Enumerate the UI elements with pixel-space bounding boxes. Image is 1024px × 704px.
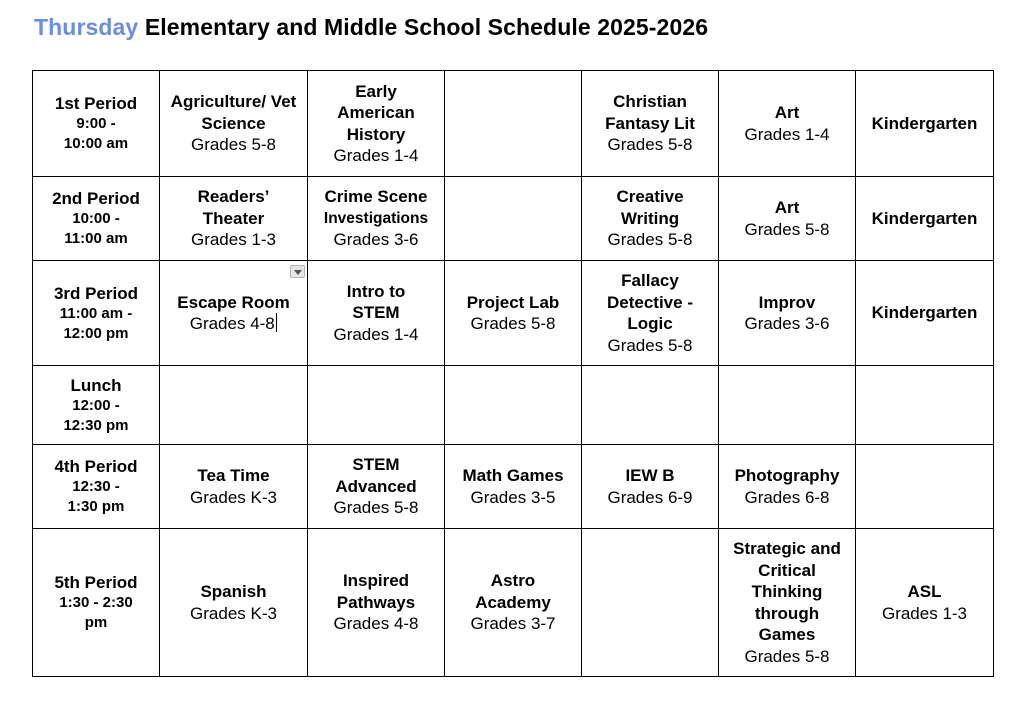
class-grades: Grades K-3 (190, 603, 277, 623)
class-title: IEW B (625, 466, 675, 485)
empty-cell[interactable] (719, 366, 856, 445)
period-name: 5th Period (54, 573, 138, 592)
class-cell[interactable] (445, 529, 582, 677)
class-cell[interactable] (582, 71, 719, 177)
class-title: Creative Writing (616, 187, 684, 228)
class-title: Kindergarten (871, 208, 978, 228)
class-title: Project Lab (466, 292, 560, 312)
period-time: 11:00 am - 12:00 pm (59, 304, 133, 342)
class-cell[interactable] (719, 71, 856, 177)
empty-cell[interactable] (856, 366, 994, 445)
class-title: Tea Time (197, 466, 270, 485)
period-name: 2nd Period (52, 189, 140, 208)
class-cell[interactable] (582, 177, 719, 261)
class-title: Kindergarten (871, 303, 978, 323)
class-grades: Grades 1-4 (333, 146, 419, 165)
class-grades: Grades 3-7 (470, 614, 556, 634)
class-grades: Grades 6-8 (744, 487, 830, 507)
period-name: 1st Period (54, 94, 138, 113)
period-cell[interactable] (33, 71, 160, 177)
class-title: Intro to STEM (346, 281, 406, 323)
title-text: Elementary and Middle School Schedule 2025-2026 (144, 14, 709, 40)
class-grades: Grades 4-8 (333, 614, 419, 634)
table-row (33, 177, 994, 261)
class-cell[interactable] (308, 261, 445, 366)
class-title: Escape Room (177, 292, 290, 312)
class-cell[interactable] (308, 445, 445, 529)
class-title: STEM Advanced (335, 455, 417, 496)
class-cell[interactable] (719, 177, 856, 261)
class-grades: Grades K-3 (190, 487, 277, 507)
period-cell[interactable] (33, 445, 160, 529)
class-grades: Grades 5-8 (607, 335, 693, 355)
empty-cell[interactable] (856, 445, 994, 529)
class-cell[interactable] (856, 71, 994, 177)
empty-cell[interactable] (445, 366, 582, 445)
class-title: Art (774, 103, 800, 122)
page-title (34, 14, 708, 41)
period-time: 9:00 - 10:00 am (63, 115, 129, 152)
class-cell[interactable] (160, 177, 308, 261)
class-grades: Grades 1-4 (744, 124, 830, 144)
class-title: Art (774, 198, 800, 217)
period-name: 4th Period (54, 457, 138, 476)
empty-cell[interactable] (582, 529, 719, 677)
table-row (33, 261, 994, 366)
class-title: Crime Scene (324, 187, 428, 207)
class-cell[interactable] (160, 71, 308, 177)
table-row (33, 529, 994, 677)
class-cell[interactable] (160, 261, 308, 366)
class-grades: Grades 3-5 (470, 487, 556, 507)
period-cell[interactable] (33, 529, 160, 677)
class-cell[interactable] (160, 445, 308, 529)
class-title: Kindergarten (871, 113, 978, 133)
class-title: Spanish (200, 582, 267, 601)
class-grades: Grades 1-4 (333, 324, 419, 344)
class-title: Inspired Pathways (336, 571, 416, 612)
class-title: Astro Academy (475, 571, 551, 612)
class-grades-line (164, 313, 303, 335)
period-time: 12:00 - 12:30 pm (63, 396, 129, 434)
class-title: Photography (734, 466, 840, 485)
class-cell[interactable] (719, 261, 856, 366)
class-cell[interactable] (308, 529, 445, 677)
class-cell[interactable] (160, 529, 308, 677)
table-row (33, 71, 994, 177)
class-cell[interactable] (445, 445, 582, 529)
class-grades: Grades 5-8 (470, 314, 556, 333)
class-grades: Grades 5-8 (744, 646, 830, 666)
class-cell[interactable] (719, 445, 856, 529)
period-cell[interactable] (33, 261, 160, 366)
period-cell[interactable] (33, 366, 160, 445)
class-grades: Grades 5-8 (607, 230, 693, 250)
period-cell[interactable] (33, 177, 160, 261)
period-time: 12:30 - 1:30 pm (67, 478, 125, 515)
class-title: ASL (907, 582, 942, 601)
class-cell[interactable] (719, 529, 856, 677)
class-title: Improv (758, 292, 816, 312)
class-title: Math Games (462, 466, 564, 485)
class-cell[interactable] (856, 261, 994, 366)
empty-cell[interactable] (160, 366, 308, 445)
schedule-table (32, 70, 994, 677)
chevron-down-icon[interactable] (290, 265, 305, 278)
period-time: 1:30 - 2:30 pm (59, 594, 133, 631)
title-day: Thursday (34, 14, 139, 40)
class-subtitle: Investigations (323, 209, 429, 227)
class-cell[interactable] (856, 177, 994, 261)
empty-cell[interactable] (308, 366, 445, 445)
class-title: Agriculture/ Vet Science (170, 92, 297, 133)
class-cell[interactable] (582, 261, 719, 366)
period-name: 3rd Period (53, 283, 139, 303)
period-name: Lunch (70, 375, 122, 395)
period-time: 10:00 - 11:00 am (64, 210, 128, 247)
class-grades: Grades 4-8 (189, 314, 275, 333)
empty-cell[interactable] (445, 177, 582, 261)
empty-cell[interactable] (582, 366, 719, 445)
class-grades: Grades 1-3 (190, 230, 277, 250)
class-cell[interactable] (308, 177, 445, 261)
class-cell[interactable] (445, 261, 582, 366)
class-title: Christian Fantasy Lit (605, 92, 695, 133)
class-cell[interactable] (582, 445, 719, 529)
table-row (33, 445, 994, 529)
class-grades: Grades 1-3 (881, 603, 968, 623)
class-title: Early American History (337, 81, 415, 144)
class-grades: Grades 5-8 (190, 135, 277, 155)
class-grades: Grades 5-8 (607, 135, 693, 155)
class-grades: Grades 5-8 (744, 219, 830, 239)
empty-cell[interactable] (445, 71, 582, 177)
class-grades: Grades 6-9 (607, 487, 693, 507)
class-title: Readers’ Theater (197, 187, 270, 228)
class-title: Fallacy Detective - Logic (607, 271, 693, 333)
text-cursor (276, 313, 278, 332)
class-cell[interactable] (856, 529, 994, 677)
class-grades: Grades 3-6 (744, 314, 830, 333)
class-cell[interactable] (308, 71, 445, 177)
table-row (33, 366, 994, 445)
class-title: Strategic and Critical Thinking through Games (733, 539, 841, 644)
class-grades: Grades 5-8 (333, 498, 419, 518)
class-grades: Grades 3-6 (333, 230, 419, 250)
